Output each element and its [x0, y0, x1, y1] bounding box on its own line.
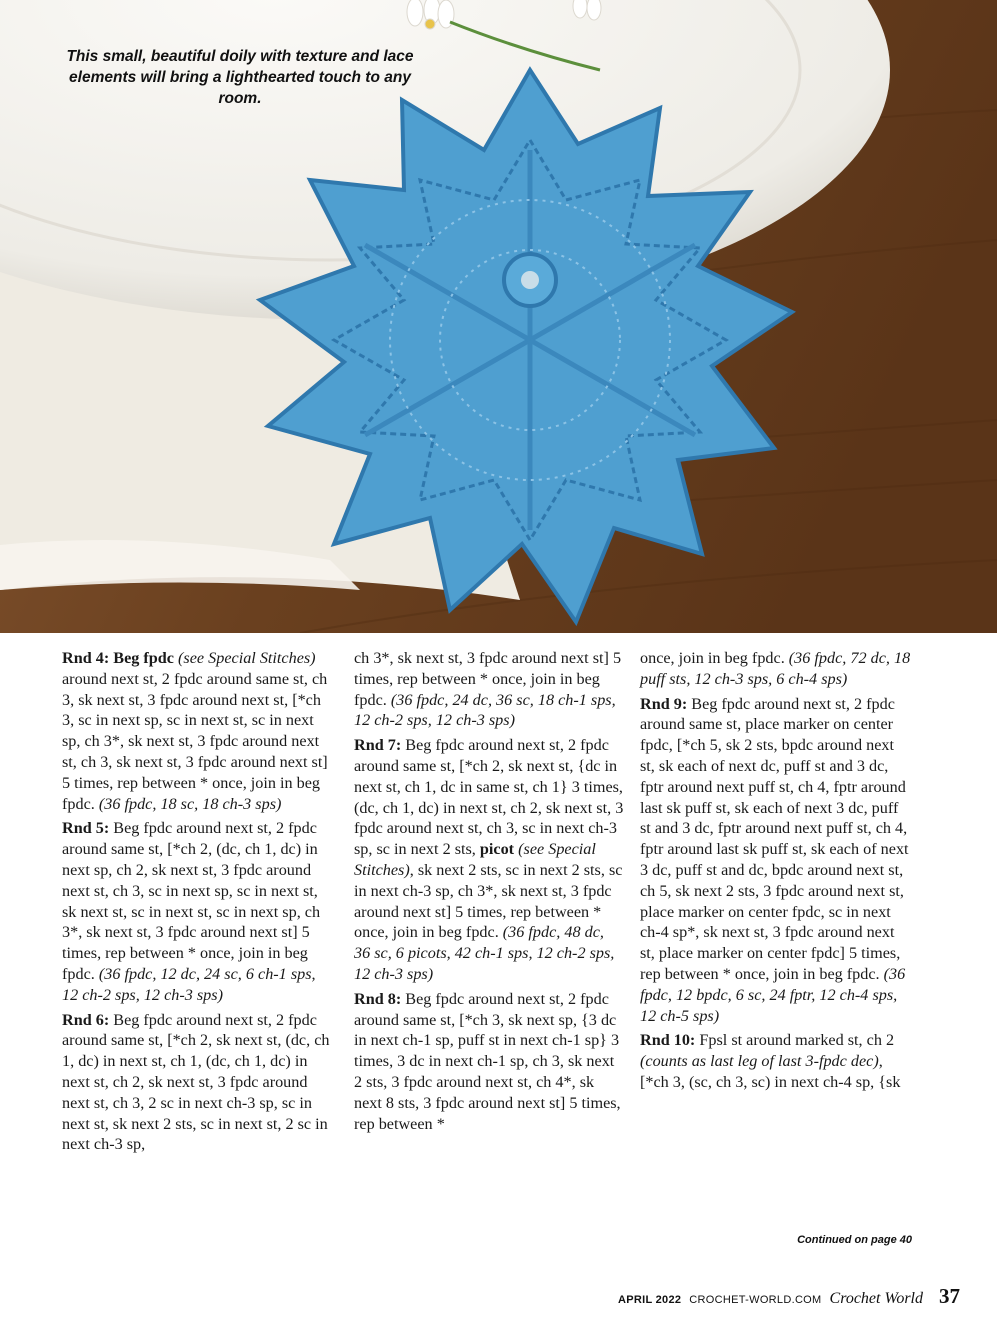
round-label: Rnd 5: — [62, 819, 110, 838]
round-label: Rnd 8: — [354, 989, 402, 1008]
pattern-paragraph — [640, 694, 912, 1027]
round-label: Rnd 7: — [354, 736, 402, 755]
pattern-paragraph — [62, 818, 332, 1005]
photo-caption: This small, beautiful doily with texture and lace elements will bring a lighthearted touch to any room. — [66, 48, 414, 107]
stitch-count: (see Special Stitches) — [178, 649, 316, 667]
instruction-text: once, join in beg fpdc. — [640, 649, 789, 667]
instruction-text: Beg fpdc around next st, 2 fpdc around same st, [*ch 2, (dc, ch 1, dc) in next sp, ch 2, sk next st, 3 fpdc around next st, ch 3, sc in next sp, sc in next st, sk next st, sc in next st, sc in next sp, ch 3*, sk next st, 3 fpdc around next st] 5 times, rep between * once, join in beg fpdc. — [62, 819, 321, 983]
stitch-count: (see Special Stitches) — [354, 840, 596, 879]
pattern-paragraph — [354, 735, 624, 985]
instruction-text: around next st, 2 fpdc around same st, ch 3, sk next st, 3 fpdc around next st, [*ch 3, sc in next sp, sc in next st, sc in next sp, ch 3*, sk next st, 3 fpdc around next st, ch 3, sk next st, 3 fpdc around next st] 5 times, rep between * once, join in beg fpdc. — [62, 669, 328, 813]
stitch-count: (36 fpdc, 12 dc, 24 sc, 6 ch-1 sps, 12 ch-2 sps, 12 ch-3 sps) — [62, 964, 316, 1004]
round-label: Rnd 4: — [62, 649, 110, 667]
stitch-count: (36 fpdc, 48 dc, 36 sc, 6 picots, 42 ch-1 sps, 12 ch-2 sps, 12 ch-3 sps) — [354, 923, 615, 983]
website: CROCHET-WORLD.COM — [689, 1294, 822, 1306]
pattern-paragraph — [62, 1010, 332, 1156]
stitch-count: (36 fpdc, 12 bpdc, 6 sc, 24 fptr, 12 ch-4 sps, 12 ch-5 sps) — [640, 964, 906, 1025]
instruction-text: , [*ch 3, (sc, ch 3, sc) in next ch-4 sp, {sk — [640, 1052, 901, 1091]
stitch-term: Beg fpdc — [113, 649, 174, 667]
instruction-text: Beg fpdc around next st, 2 fpdc around same st, place marker on center fpdc, [*ch 5, sk 2 sts, bpdc around next st, sk each of next dc, puff st and 3 dc, fptr around next puff st, ch 4, fptr around last sk puff st, sk each of next 3 dc, puff st and 3 dc, fptr around next puff st, ch 4, fptr around last sk puff st, sk each of next 3 dc, puff st and dc, bpdc around next st, ch 5, sk next 2 sts, 3 fpdc around next st, place marker on center fpdc, sc in next ch-4 sp*, sk next st, 3 fpdc around next st, place marker on center fpdc] 5 times, rep between * once, join in beg fpdc. — [640, 694, 909, 983]
stitch-count: (36 fpdc, 18 sc, 18 ch-3 sps) — [98, 794, 282, 813]
round-label: Rnd 9: — [640, 694, 688, 713]
pattern-column-3 — [640, 648, 912, 1097]
instruction-text: Beg fpdc around next st, 2 fpdc around same st, [*ch 2, sk next st, (dc, ch 1, dc) in next st, ch 1, (dc, ch 1, dc) in next st, ch 2, sk next st, 3 fpdc around next st, ch 3, 2 sc in next ch-3 sp, sc in next st, sk next 2 sts, sc in next st, 2 sc in next ch-3 sp, — [62, 1010, 330, 1154]
doily-center-hole — [521, 271, 539, 289]
doily-photo — [0, 0, 997, 633]
pattern-paragraph — [640, 1030, 912, 1092]
page-footer — [560, 1284, 960, 1314]
page-number: 37 — [939, 1284, 960, 1308]
pattern-paragraph — [354, 989, 624, 1135]
pattern-column-1 — [62, 648, 332, 1159]
issue-date: APRIL 2022 — [617, 1294, 682, 1306]
stitch-count: (36 fpdc, 72 dc, 18 puff sts, 12 ch-3 sps, 6 ch-4 sps) — [640, 649, 911, 688]
stitch-count: (counts as last leg of last 3-fpdc dec) — [640, 1052, 879, 1071]
pattern-column-2 — [354, 648, 624, 1138]
instruction-text: Beg fpdc around next st, 2 fpdc around same st, [*ch 2, sk next st, {dc in next st, ch 1, dc in same st, ch 1} 3 times, (dc, ch 1, dc) in next st, ch 2, sk next st, 3 fpdc around next st, ch 3, sc in next ch-3 sp, sc in next 2 sts, — [354, 736, 624, 859]
instruction-text: Fpsl st around marked st, ch 2 — [695, 1031, 895, 1050]
pattern-paragraph — [354, 648, 624, 731]
instruction-text: , sk next 2 sts, sc in next 2 sts, sc in next ch-3 sp, ch 3*, sk next st, 3 fpdc around next st] 5 times, rep between * once, join in beg fpdc. — [354, 860, 623, 942]
magazine-name: Crochet World — [829, 1290, 923, 1307]
round-label: Rnd 10: — [640, 1031, 696, 1050]
continued-note: Continued on page 40 — [797, 1234, 912, 1246]
round-label: Rnd 6: — [62, 1010, 110, 1029]
pattern-paragraph — [640, 648, 912, 690]
instruction-text: Beg fpdc around next st, 2 fpdc around same st, [*ch 3, sk next sp, {3 dc in next ch-1 sp, puff st in next ch-1 sp} 3 times, 3 dc in next ch-1 sp, ch 3, sk next 2 sts, 3 fpdc around next st, ch 4*, sk next 8 sts, 3 fpdc around next st] 5 times, rep between * — [354, 989, 621, 1133]
stitch-term: picot — [479, 840, 515, 859]
stitch-count: (36 fpdc, 24 dc, 36 sc, 18 ch-1 sps, 12 ch-2 sps, 12 ch-3 sps) — [354, 690, 616, 730]
pattern-paragraph — [62, 648, 332, 814]
instruction-text: ch 3*, sk next st, 3 fpdc around next st] 5 times, rep between * once, join in beg fpdc. — [354, 649, 622, 709]
